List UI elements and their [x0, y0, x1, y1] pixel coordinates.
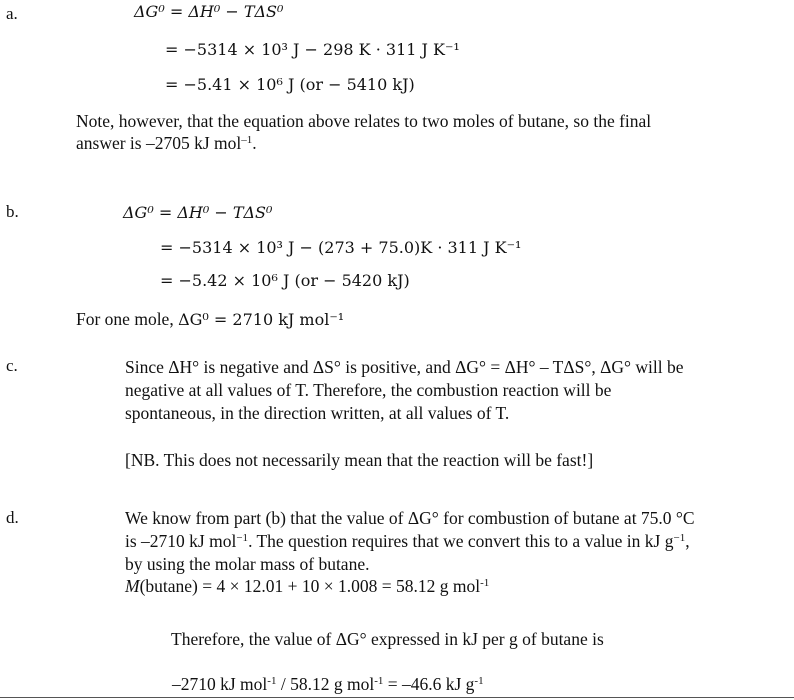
- part-a-note-line-1: Note, however, that the equation above relates to two moles of butane, so the final: [76, 111, 652, 131]
- part-d-line-1: We know from part (b) that the value of ΔG° for combustion of butane at 75.0 °C: [125, 508, 695, 528]
- part-b-equation-1: ΔG⁰ = ΔH⁰ − TΔS⁰: [123, 203, 273, 222]
- part-c-label: c.: [6, 356, 18, 375]
- part-c-line-2: negative at all values of T. Therefore, the combustion reaction will be: [125, 380, 612, 400]
- part-b-equation-3: = −5.42 × 10⁶ J (or − 5420 kJ): [160, 271, 410, 290]
- part-a-note-line-2: answer is –2705 kJ mol$^{-1}$.: [76, 133, 257, 153]
- part-b-label: b.: [6, 202, 19, 221]
- part-b-one-mole-line: For one mole, ΔG⁰ = 2710 kJ mol⁻¹: [76, 309, 345, 329]
- part-a-label: a.: [6, 4, 18, 23]
- part-a-equation-3: = −5.41 × 10⁶ J (or − 5410 kJ): [165, 75, 415, 94]
- part-d-final-calculation: –2710 kJ mol$^{-1}$ / 58.12 g mol$^{-1}$ = –46.6 kJ $g^{-1}$: [172, 674, 484, 694]
- part-c-line-3: spontaneous, in the direction written, at all values of T.: [125, 403, 510, 423]
- part-d-therefore-line: Therefore, the value of ΔG° expressed in kJ per g of butane is: [171, 629, 604, 649]
- part-b-equation-2: = −5314 × 10³ J − (273 + 75.0)K · 311 J K⁻¹: [160, 238, 522, 257]
- part-a-equation-1: ΔG⁰ = ΔH⁰ − TΔS⁰: [134, 2, 284, 21]
- part-a-equation-2: = −5314 × 10³ J − 298 K · 311 J K⁻¹: [165, 40, 460, 59]
- part-b-one-mole-equation: ΔG⁰ = 2710 kJ mol⁻¹: [178, 310, 345, 329]
- part-d-molar-mass: M(butane) = 4 × 12.01 + 10 × 1.008 = 58.12 g mol$^{-1}$: [125, 576, 490, 596]
- part-c-nb-note: [NB. This does not necessarily mean that the reaction will be fast!]: [125, 450, 594, 470]
- bottom-divider: [0, 697, 794, 698]
- part-d-line-2: is –2710 kJ mol$^{-1}$. The question requires that we convert this to a value in kJ $g^{-1}$,: [125, 531, 690, 551]
- part-d-line-3: by using the molar mass of butane.: [125, 554, 370, 574]
- part-d-label: d.: [6, 508, 19, 527]
- part-c-line-1: Since ΔH° is negative and ΔS° is positive, and ΔG° = ΔH° – TΔS°, ΔG° will be: [125, 357, 684, 377]
